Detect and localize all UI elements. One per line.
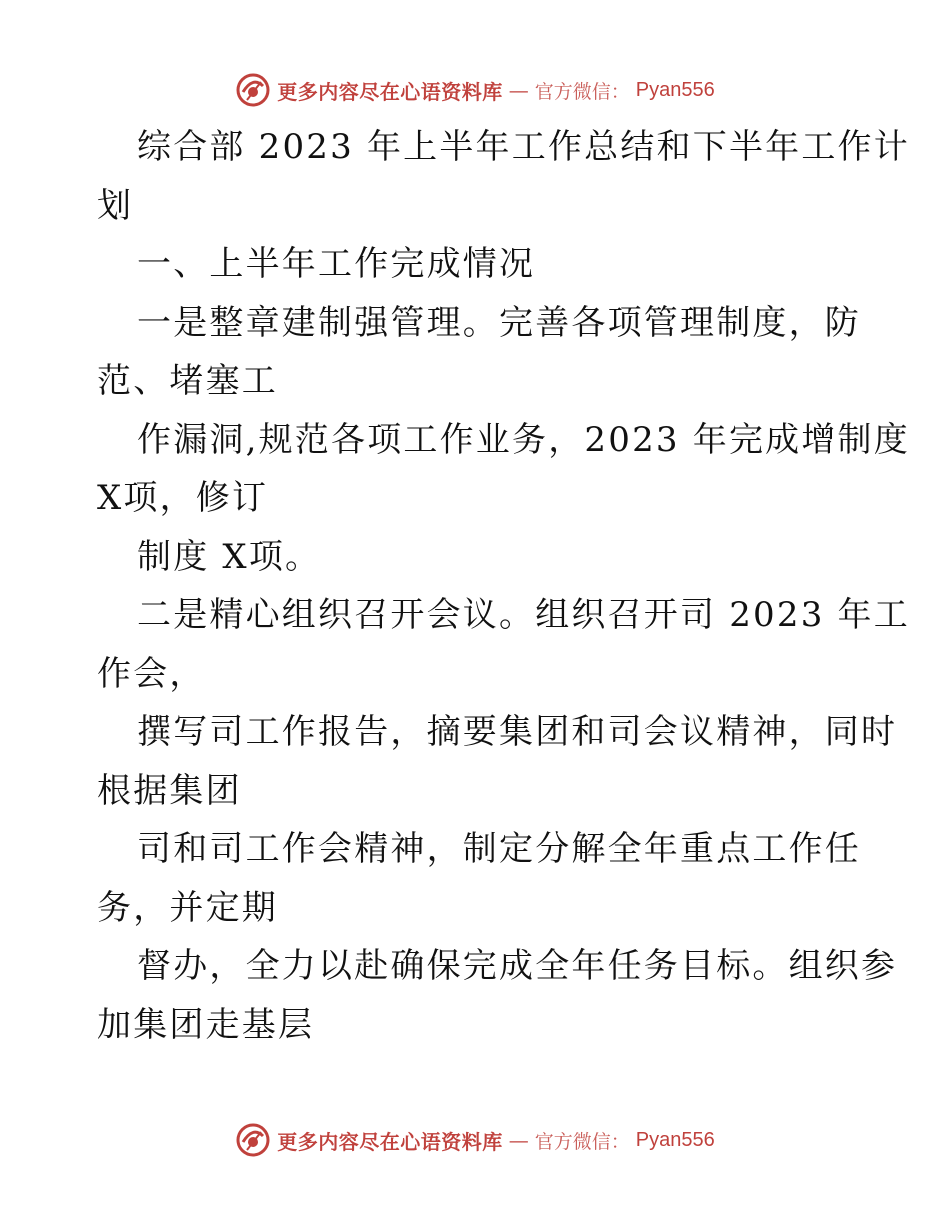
text-line: 二是精心组织召开会议。组织召开司 2023 年工 — [137, 595, 910, 635]
banner-wechat-id: Pyan556 — [635, 1128, 715, 1151]
logo-seal-icon — [235, 72, 271, 108]
banner-dash: — — [508, 78, 529, 102]
banner-main-text: 更多内容尽在心语资料库 — [277, 1129, 503, 1154]
text-line: 一是整章建制强管理。完善各项管理制度，防 — [137, 302, 861, 343]
text-line: 务，并定期 — [97, 887, 278, 928]
text-line: 加集团走基层 — [97, 1004, 315, 1045]
text-line: 作会， — [97, 653, 206, 694]
text-line: 作漏洞,规范各项工作业务，2023 年完成增制度 — [137, 419, 910, 460]
text-line: 一、上半年工作完成情况 — [137, 244, 536, 284]
text-line: 撰写司工作报告，摘要集团和司会议精神，同时 — [137, 712, 898, 752]
banner-dash: — — [508, 1128, 529, 1152]
banner-wechat-label: 官方微信： — [534, 1130, 630, 1153]
text-line: 划 — [97, 185, 134, 226]
banner-wechat-label: 官方微信： — [534, 80, 630, 103]
logo-seal-icon — [235, 1122, 271, 1158]
footer-watermark-banner — [0, 1120, 950, 1160]
text-line: 制度 X项。 — [137, 536, 322, 577]
header-watermark-banner — [0, 70, 950, 110]
text-line: 根据集团 — [97, 770, 242, 811]
text-line: X项，修订 — [97, 478, 269, 518]
text-line: 范、堵塞工 — [97, 361, 278, 401]
text-line: 综合部 2023 年上半年工作总结和下半年工作计 — [137, 127, 910, 167]
document-body — [97, 118, 910, 1054]
banner-main-text: 更多内容尽在心语资料库 — [277, 79, 503, 104]
banner-wechat-id: Pyan556 — [635, 78, 715, 101]
text-line: 司和司工作会精神，制定分解全年重点工作任 — [137, 829, 861, 869]
text-line: 督办，全力以赴确保完成全年任务目标。组织参 — [137, 946, 898, 986]
